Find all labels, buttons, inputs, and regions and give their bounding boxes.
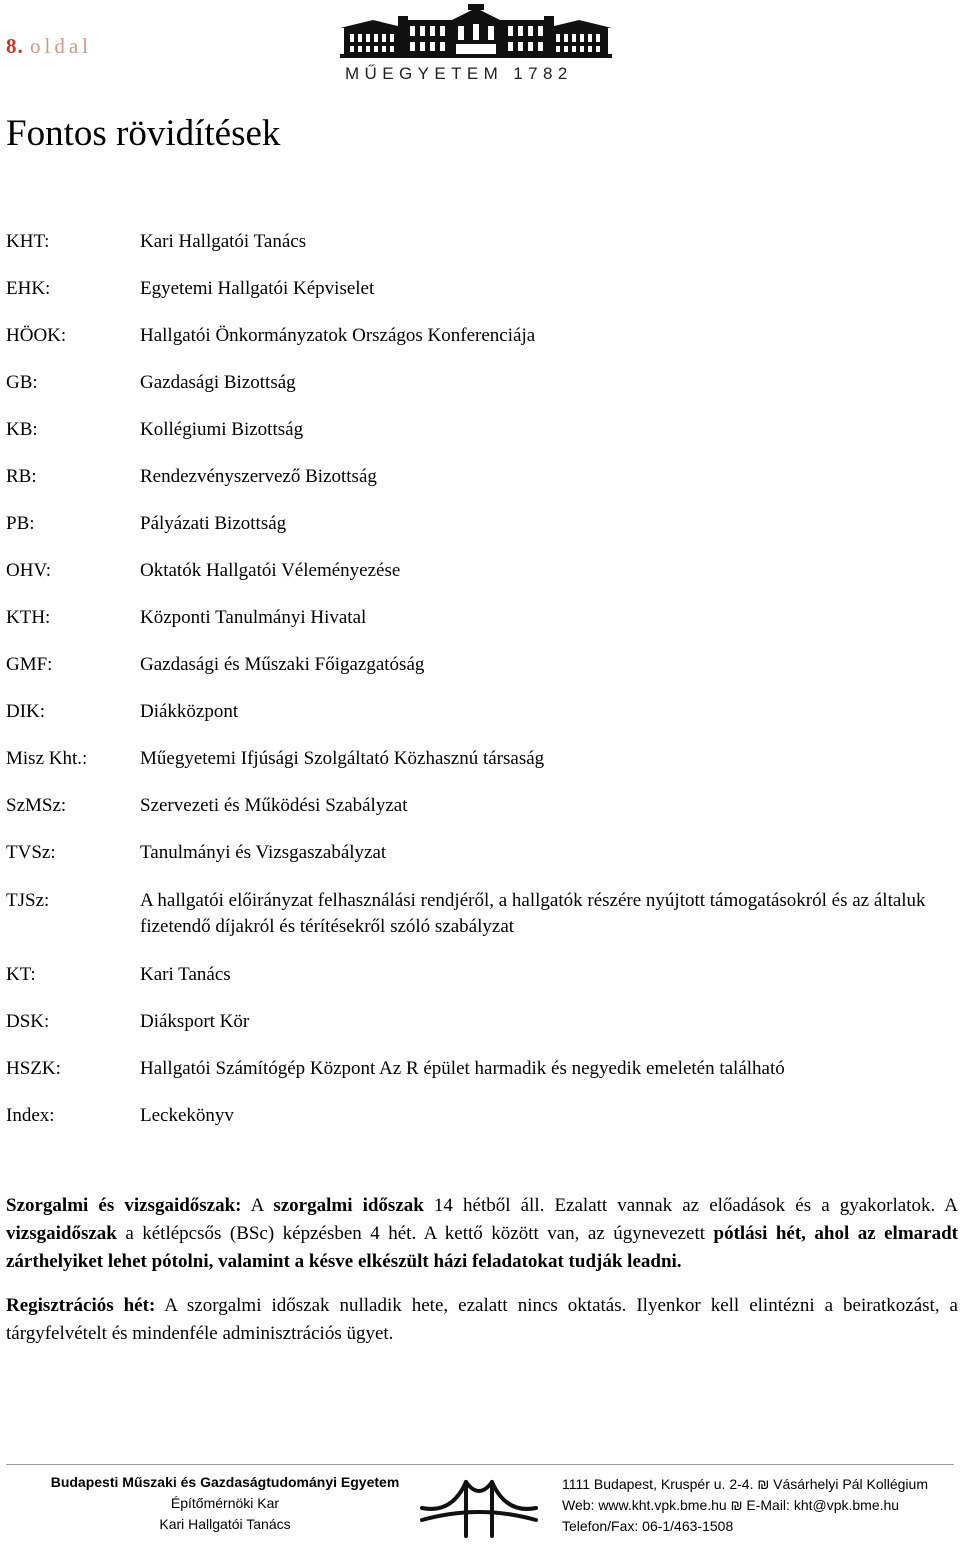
abbreviation-definition: Központi Tanulmányi Hivatal [140,607,367,628]
abbreviation-term: DSK: [6,1011,50,1032]
bme-building-logo [340,4,612,60]
abbreviation-term: HÖOK: [6,325,67,346]
abbreviation-item [6,1104,954,1151]
footer-address: 1111 Budapest, Kruspér u. 2-4. ₪ Vásárhelyi Pál Kollégium [562,1476,928,1492]
abbreviation-item [6,512,954,559]
abbreviation-definition: Oktatók Hallgatói Véleményezése [140,560,401,581]
abbreviation-definition: Egyetemi Hallgatói Képviselet [140,278,375,299]
exam-period-heading: Szorgalmi és vizsgaidőszak: [6,1195,242,1216]
abbreviation-item [6,700,954,747]
abbreviation-item [6,888,954,963]
registration-week-paragraph: Regisztrációs hét: A szorgalmi időszak nulladik hete, ezalatt nincs oktatás. Ilyenkor kell elintézni a beiratkozást, a tárgyfelvételt és mindenféle adminisztrációs ügyet. [6,1295,958,1344]
abbreviation-term: OHV: [6,560,52,581]
page-number-value: 8. [6,34,24,58]
abbreviation-item [6,277,954,324]
abbreviation-definition: A hallgatói előirányzat felhasználási rendjéről, a hallgatók részére nyújtott támogatásokról és az általuk fizetendő díjakról és térítésekről szóló szabályzat [140,890,926,937]
abbreviation-term: KTH: [6,607,51,628]
abbreviation-definition: Műegyetemi Ifjúsági Szolgáltató Közhasznú társaság [140,748,545,769]
bridge-logo [418,1474,540,1540]
page-number-label: oldal [30,34,92,58]
abbreviation-definition: Rendezvényszervező Bizottság [140,466,377,487]
abbreviation-term: Index: [6,1105,55,1126]
abbreviation-definition: Leckekönyv [140,1105,234,1126]
abbreviation-item [6,841,954,888]
abbreviation-item [6,963,954,1010]
footer-phone: Telefon/Fax: 06-1/463-1508 [562,1518,734,1534]
footer-faculty: Építőmérnöki Kar [170,1495,280,1511]
abbreviation-term: RB: [6,466,37,487]
abbreviation-definition: Gazdasági Bizottság [140,372,296,393]
abbreviation-item [6,653,954,700]
abbreviation-item [6,465,954,512]
abbreviation-term: DIK: [6,701,46,722]
abbreviation-term: PB: [6,513,35,534]
abbreviation-definition: Kollégiumi Bizottság [140,419,304,440]
footer-council: Kari Hallgatói Tanács [159,1516,291,1532]
abbreviation-definition: Kari Hallgatói Tanács [140,231,307,252]
abbreviation-list [6,230,954,1151]
abbreviation-item [6,606,954,653]
exam-period-paragraph: Szorgalmi és vizsgaidőszak: A szorgalmi időszak 14 hétből áll. Ezalatt vannak az előadások és a gyakorlatok. A vizsgaidőszak a kétlépcsős (BSc) képzésben 4 hét. A kettő között van, az úgynevezett pótlási hét, ahol az elmaradt zárthelyiket lehet pótolni, valamint a késve elkészült házi feladatokat tudják leadni. [6,1195,958,1272]
abbreviation-term: Misz Kht.: [6,748,88,769]
footer-university: Budapesti Műszaki és Gazdaságtudományi Egyetem [50,1474,400,1490]
header-motto: MŰEGYETEM 1782 [345,64,573,83]
abbreviation-definition: Kari Tanács [140,964,231,985]
abbreviation-term: KB: [6,419,38,440]
abbreviation-term: SzMSz: [6,795,67,816]
page-title: Fontos rövidítések [6,113,281,154]
page-number [6,34,92,59]
footer-divider [6,1464,954,1465]
abbreviation-term: HSZK: [6,1058,61,1079]
abbreviation-definition: Hallgatói Számítógép Központ Az R épület harmadik és negyedik emeletén található [140,1058,785,1079]
abbreviation-definition: Pályázati Bizottság [140,513,287,534]
abbreviation-item [6,324,954,371]
registration-week-heading: Regisztrációs hét: [6,1295,156,1316]
abbreviation-term: TVSz: [6,842,56,863]
abbreviation-item [6,559,954,606]
abbreviation-term: KT: [6,964,36,985]
footer-contact [562,1474,957,1537]
footer-organization [40,1472,410,1535]
abbreviation-item [6,747,954,794]
footer-web-email[interactable]: Web: www.kht.vpk.bme.hu ₪ E-Mail: kht@vpk.bme.hu [562,1497,900,1513]
abbreviation-definition: Tanulmányi és Vizsgaszabályzat [140,842,387,863]
abbreviation-definition: Hallgatói Önkormányzatok Országos Konferenciája [140,325,536,346]
abbreviation-item [6,1010,954,1057]
abbreviation-definition: Diáksport Kör [140,1011,250,1032]
abbreviation-definition: Gazdasági és Műszaki Főigazgatóság [140,654,425,675]
abbreviation-definition: Szervezeti és Működési Szabályzat [140,795,408,816]
abbreviation-item [6,230,954,277]
abbreviation-term: GMF: [6,654,53,675]
abbreviation-term: GB: [6,372,38,393]
abbreviation-item [6,371,954,418]
abbreviation-definition: Diákközpont [140,701,239,722]
abbreviation-term: EHK: [6,278,51,299]
abbreviation-term: TJSz: [6,890,50,911]
body-text [6,1192,958,1348]
abbreviation-item [6,418,954,465]
abbreviation-item [6,794,954,841]
abbreviation-item [6,1057,954,1104]
abbreviation-term: KHT: [6,231,50,252]
